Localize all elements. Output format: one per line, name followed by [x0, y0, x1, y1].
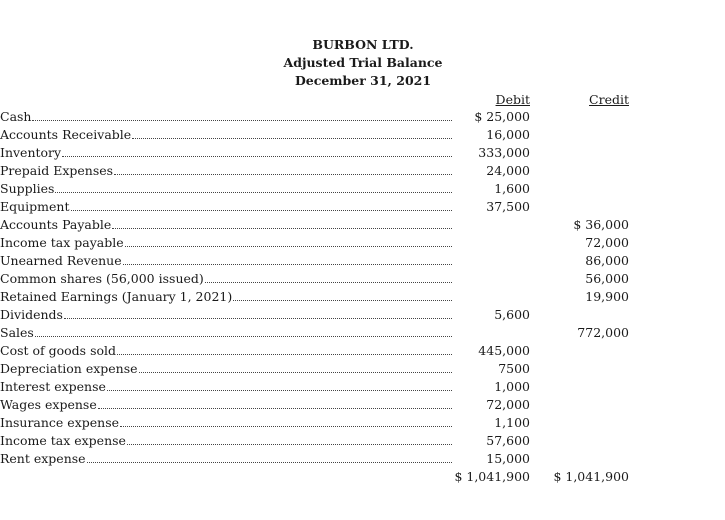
dot-leader [117, 342, 452, 355]
debit-amount: 333,000 [478, 145, 530, 160]
credit-amount: 56,000 [585, 271, 629, 286]
table-row [0, 378, 725, 396]
debit-amount: 1,100 [494, 415, 530, 430]
credit-amount: 772,000 [577, 325, 629, 340]
account-label [0, 180, 452, 198]
debit-amount: 1,600 [494, 181, 530, 196]
account-label [0, 252, 452, 270]
account-label [0, 288, 452, 306]
account-name: Unearned Revenue [0, 253, 122, 268]
credit-total: $ 1,041,900 [553, 469, 629, 484]
account-label [0, 378, 452, 396]
account-name: Income tax expense [0, 433, 126, 448]
debit-amount: 57,600 [486, 433, 530, 448]
account-label [0, 306, 452, 324]
account-label [0, 270, 452, 288]
account-name: Income tax payable [0, 235, 124, 250]
dot-leader [120, 414, 452, 427]
dot-leader [55, 180, 452, 193]
account-name: Depreciation expense [0, 361, 138, 376]
account-label [0, 342, 452, 360]
dot-leader [123, 252, 452, 265]
table-row [0, 396, 725, 414]
company-name: BURBON LTD. [312, 37, 414, 52]
table-row [0, 108, 725, 126]
dot-leader [127, 432, 452, 445]
dot-leader [107, 378, 452, 391]
report-header [238, 36, 488, 90]
debit-amount: 16,000 [486, 127, 530, 142]
debit-amount: 445,000 [478, 343, 530, 358]
account-name: Common shares (56,000 issued) [0, 271, 204, 286]
table-row [0, 180, 725, 198]
account-name: Interest expense [0, 379, 106, 394]
account-label [0, 360, 452, 378]
dot-leader [98, 396, 452, 409]
table-row [0, 288, 725, 306]
credit-column-header: Credit [589, 92, 629, 107]
dot-leader [32, 108, 452, 121]
debit-amount: $ 25,000 [474, 109, 530, 124]
table-row [0, 144, 725, 162]
account-name: Prepaid Expenses [0, 163, 114, 178]
table-row [0, 270, 725, 288]
account-label [0, 432, 452, 450]
account-name: Rent expense [0, 451, 86, 466]
dot-leader [35, 324, 452, 337]
debit-amount: 15,000 [486, 451, 530, 466]
credit-amount: 86,000 [585, 253, 629, 268]
account-label [0, 108, 452, 126]
dot-leader [71, 198, 452, 211]
account-name: Accounts Payable [0, 217, 112, 232]
account-label [0, 414, 452, 432]
table-row [0, 306, 725, 324]
account-name: Cash [0, 109, 32, 124]
dot-leader [205, 270, 452, 283]
table-row [0, 126, 725, 144]
table-row [0, 432, 725, 450]
table-row [0, 342, 725, 360]
trial-balance-table [0, 108, 725, 486]
account-name: Cost of goods sold [0, 343, 117, 358]
credit-amount: $ 36,000 [573, 217, 629, 232]
account-name: Supplies [0, 181, 55, 196]
account-name: Inventory [0, 145, 62, 160]
table-row [0, 216, 725, 234]
account-label [0, 198, 452, 216]
totals-row [0, 468, 725, 486]
debit-amount: 24,000 [486, 163, 530, 178]
table-row [0, 324, 725, 342]
table-row [0, 198, 725, 216]
dot-leader [87, 450, 452, 463]
account-label [0, 126, 452, 144]
table-row [0, 360, 725, 378]
account-name: Equipment [0, 199, 70, 214]
dot-leader [114, 162, 452, 175]
debit-amount: 37,500 [486, 199, 530, 214]
account-name: Insurance expense [0, 415, 120, 430]
account-name: Wages expense [0, 397, 97, 412]
dot-leader [125, 234, 452, 247]
account-name: Dividends [0, 307, 63, 322]
dot-leader [233, 288, 452, 301]
credit-amount: 19,900 [585, 289, 629, 304]
debit-column-header: Debit [495, 92, 530, 107]
account-name: Retained Earnings (January 1, 2021) [0, 289, 233, 304]
account-label [0, 396, 452, 414]
account-label [0, 450, 452, 468]
report-date: December 31, 2021 [294, 73, 432, 88]
debit-amount: 5,600 [494, 307, 530, 322]
credit-amount: 72,000 [585, 235, 629, 250]
dot-leader [139, 360, 452, 373]
account-label [0, 324, 452, 342]
account-name: Sales [0, 325, 34, 340]
debit-amount: 7500 [498, 361, 530, 376]
table-row [0, 234, 725, 252]
debit-amount: 72,000 [486, 397, 530, 412]
table-row [0, 450, 725, 468]
table-row [0, 162, 725, 180]
dot-leader [112, 216, 452, 229]
debit-total: $ 1,041,900 [454, 469, 530, 484]
table-row [0, 252, 725, 270]
account-label [0, 234, 452, 252]
dot-leader [62, 144, 452, 157]
table-row [0, 414, 725, 432]
dot-leader [64, 306, 452, 319]
account-label [0, 144, 452, 162]
account-label [0, 162, 452, 180]
report-title: Adjusted Trial Balance [283, 55, 443, 70]
dot-leader [132, 126, 452, 139]
account-name: Accounts Receivable [0, 127, 132, 142]
account-label [0, 216, 452, 234]
debit-amount: 1,000 [494, 379, 530, 394]
